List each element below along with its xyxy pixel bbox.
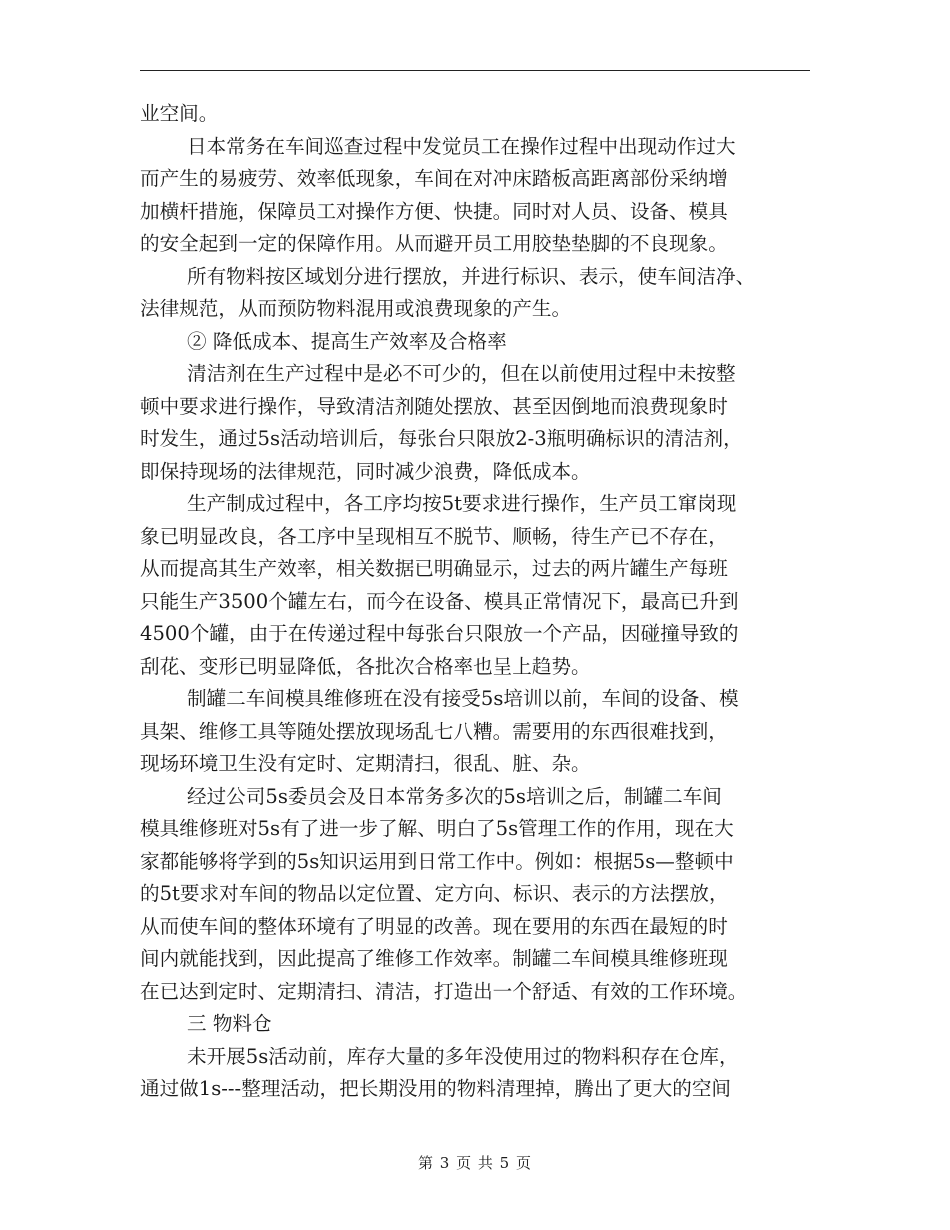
text-line: 4500个罐，由于在传递过程中每张台只限放一个产品，因碰撞导致的	[140, 622, 739, 645]
paragraph-start-line: 日本常务在车间巡查过程中发觉员工在操作过程中出现动作过大	[187, 134, 736, 158]
text-line: 顿中要求进行操作，导致清洁剂随处摆放、甚至因倒地而浪费现象时	[140, 394, 728, 418]
section-heading: ② 降低成本、提高生产效率及合格率	[187, 329, 507, 353]
text-line: 现场环境卫生没有定时、定期清扫，很乱、脏、杂。	[140, 752, 591, 775]
text-line: 模具维修班对5s有了进一步了解、明白了5s管理工作的作用，现在大	[140, 817, 734, 840]
text-line: 刮花、变形已明显降低，各批次合格率也呈上趋势。	[140, 654, 591, 678]
document-body	[140, 98, 812, 1106]
text-line: 的安全起到一定的保障作用。从而避开员工用胶垫垫脚的不良现象。	[140, 232, 728, 255]
text-line: 通过做1s---整理活动，把长期没用的物料清理掉，腾出了更大的空间	[140, 1077, 732, 1100]
page-footer: 第 3 页 共 5 页	[418, 1154, 532, 1172]
text-line: 间内就能找到，因此提高了维修工作效率。制罐二车间模具维修班现	[140, 947, 728, 970]
text-line: 法律规范，从而预防物料混用或浪费现象的产生。	[140, 297, 572, 320]
paragraph-start-line: 未开展5s活动前，库存大量的多年没使用过的物料积存在仓库，	[187, 1044, 739, 1068]
text-line: 只能生产3500个罐左右，而今在设备、模具正常情况下，最高已升到	[140, 589, 739, 613]
text-line: 时发生，通过5s活动培训后，每张台只限放2-3瓶明确标识的清洁剂，	[140, 427, 743, 450]
text-line: 从而提高其生产效率，相关数据已明确显示，过去的两片罐生产每班	[140, 557, 728, 580]
header-rule	[140, 70, 810, 71]
text-line: 家都能够将学到的5s知识运用到日常工作中。例如：根据5s—整顿中	[140, 849, 734, 873]
paragraph-start-line: 清洁剂在生产过程中是必不可少的，但在以前使用过程中未按整	[187, 362, 736, 385]
section-heading: 三 物料仓	[187, 1012, 272, 1035]
text-line: 的5t要求对车间的物品以定位置、定方向、标识、表示的方法摆放，	[140, 882, 729, 905]
text-line: 象已明显改良，各工序中呈现相互不脱节、顺畅，待生产已不存在，	[140, 524, 728, 548]
paragraph-start-line: 制罐二车间模具维修班在没有接受5s培训以前，车间的设备、模	[187, 687, 739, 710]
paragraph-start-line: 所有物料按区域划分进行摆放，并进行标识、表示，使车间洁净、	[187, 264, 756, 288]
text-line: 业空间。	[140, 102, 219, 125]
text-line: 从而使车间的整体环境有了明显的改善。现在要用的东西在最短的时	[140, 914, 728, 938]
text-line: 具架、维修工具等随处摆放现场乱七八糟。需要用的东西很难找到，	[140, 719, 728, 743]
paragraph-start-line: 生产制成过程中，各工序均按5t要求进行操作，生产员工窜岗现	[187, 492, 737, 515]
text-line: 而产生的易疲劳、效率低现象，车间在对冲床踏板高距离部份采纳增	[140, 167, 728, 190]
paragraph-start-line: 经过公司5s委员会及日本常务多次的5s培训之后，制罐二车间	[187, 784, 722, 808]
text-line: 加横杆措施，保障员工对操作方便、快捷。同时对人员、设备、模具	[140, 199, 728, 223]
text-line: 即保持现场的法律规范，同时减少浪费，降低成本。	[140, 459, 591, 483]
text-line: 在已达到定时、定期清扫、清洁，打造出一个舒适、有效的工作环境。	[140, 979, 748, 1003]
